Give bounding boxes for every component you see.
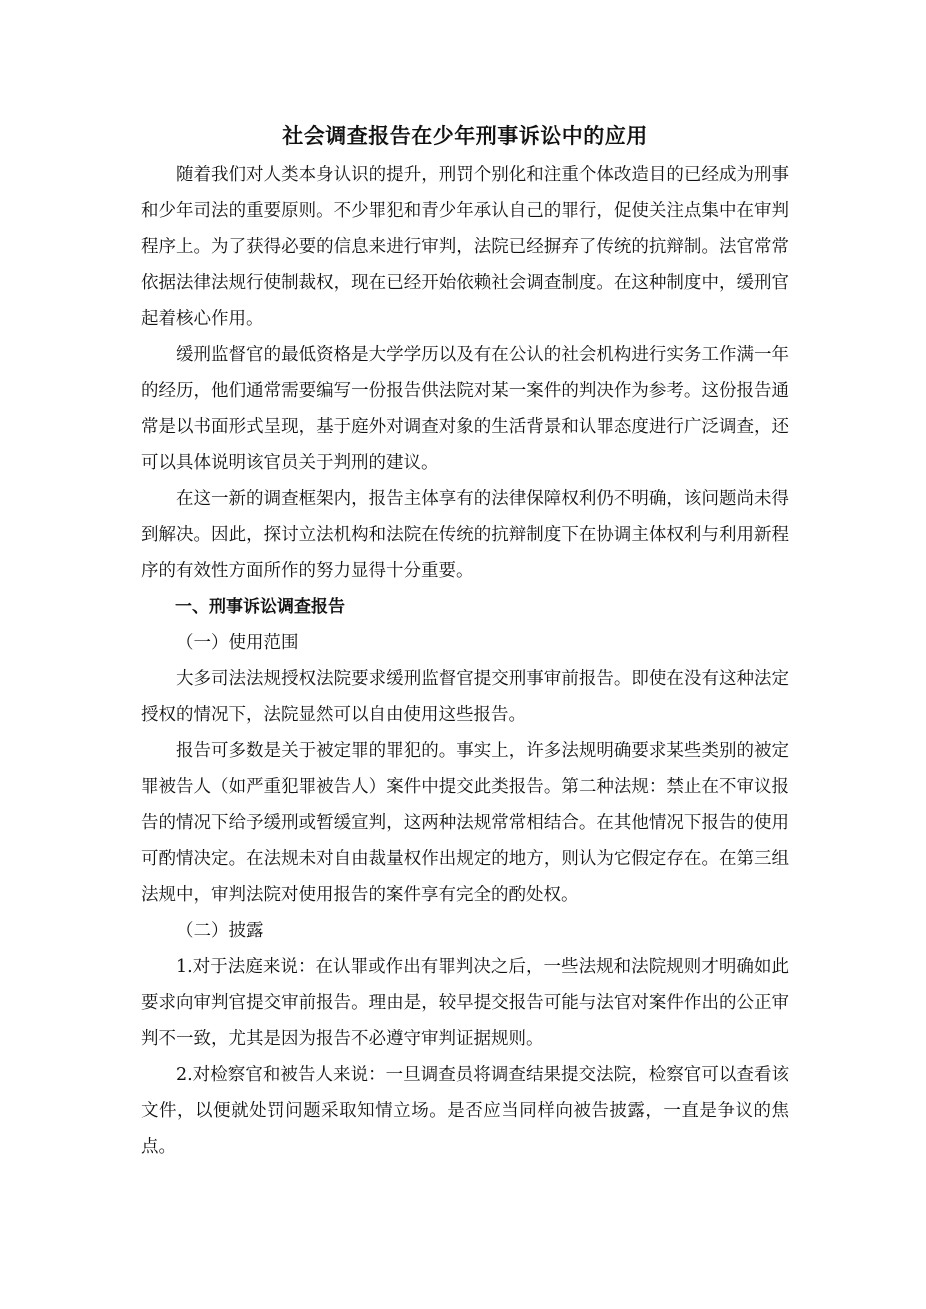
document-page xyxy=(141,118,789,1165)
subsection-heading-disclosure: （二）披露 xyxy=(176,921,264,941)
disclosure-paragraph-1: 1.对于法庭来说：在认罪或作出有罪判决之后，一些法规和法院规则才明确如此要求向审判官提交审前报告。理由是，较早提交报告可能与法官对案件作出的公正审判不一致，尤其是因为报告不必遵守审判证据规则。 xyxy=(141,957,789,1049)
disclosure-paragraph-2: 2.对检察官和被告人来说：一旦调查员将调查结果提交法院，检察官可以查看该文件，以便就处罚问题采取知情立场。是否应当同样向被告披露，一直是争议的焦点。 xyxy=(141,1065,789,1157)
intro-paragraph-1: 随着我们对人类本身认识的提升，刑罚个别化和注重个体改造目的已经成为刑事和少年司法的重要原则。不少罪犯和青少年承认自己的罪行，促使关注点集中在审判程序上。为了获得必要的信息来进行审判，法院已经摒弃了传统的抗辩制。法官常常依据法律法规行使制裁权，现在已经开始依赖社会调查制度。在这种制度中，缓刑官起着核心作用。 xyxy=(141,165,789,329)
document-title: 社会调查报告在少年刑事诉讼中的应用 xyxy=(282,124,648,148)
scope-paragraph-1: 大多司法法规授权法院要求缓刑监督官提交刑事审前报告。即使在没有这种法定授权的情况下，法院显然可以自由使用这些报告。 xyxy=(141,669,789,725)
section-heading: 一、刑事诉讼调查报告 xyxy=(175,597,345,617)
intro-paragraph-3: 在这一新的调查框架内，报告主体享有的法律保障权利仍不明确，该问题尚未得到解决。因此，探讨立法机构和法院在传统的抗辩制度下在协调主体权利与利用新程序的有效性方面所作的努力显得十分重要。 xyxy=(141,489,789,581)
scope-paragraph-2: 报告可多数是关于被定罪的罪犯的。事实上，许多法规明确要求某些类别的被定罪被告人（如严重犯罪被告人）案件中提交此类报告。第二种法规：禁止在不审议报告的情况下给予缓刑或暂缓宣判，这两种法规常常相结合。在其他情况下报告的使用可酌情决定。在法规未对自由裁量权作出规定的地方，则认为它假定存在。在第三组法规中，审判法院对使用报告的案件享有完全的酌处权。 xyxy=(141,741,789,905)
subsection-heading-scope: （一）使用范围 xyxy=(176,633,299,653)
intro-paragraph-2: 缓刑监督官的最低资格是大学学历以及有在公认的社会机构进行实务工作满一年的经历，他们通常需要编写一份报告供法院对某一案件的判决作为参考。这份报告通常是以书面形式呈现，基于庭外对调查对象的生活背景和认罪态度进行广泛调查，还可以具体说明该官员关于判刑的建议。 xyxy=(141,345,789,473)
